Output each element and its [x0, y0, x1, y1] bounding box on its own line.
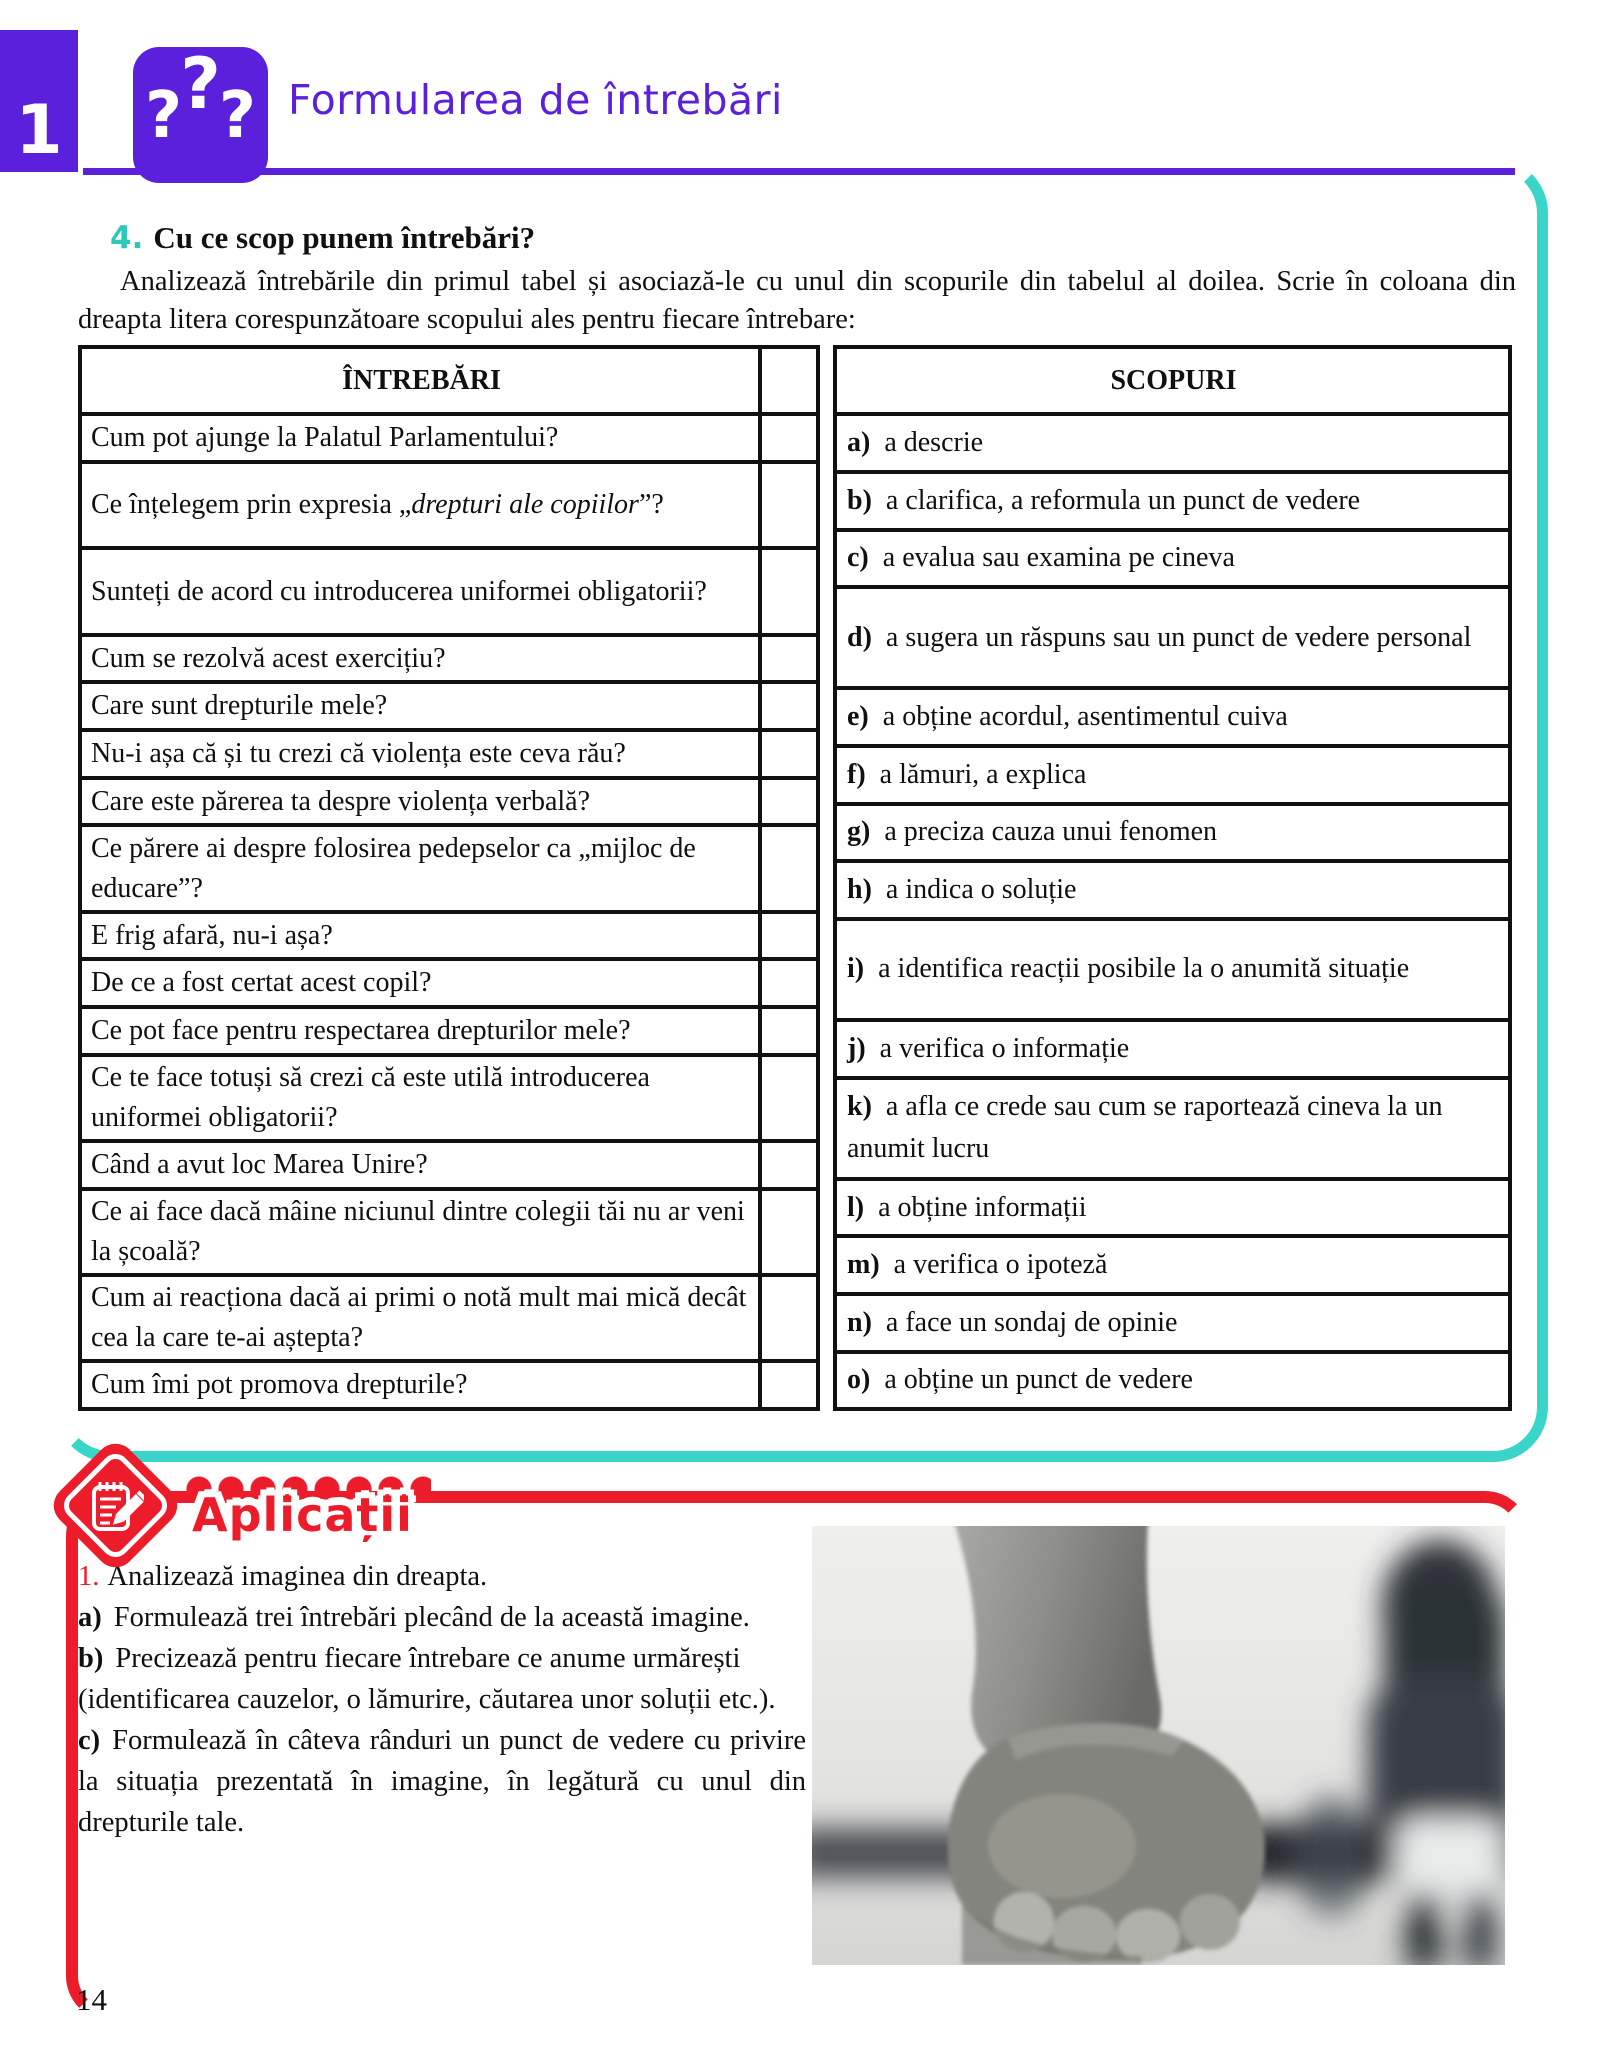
question-text — [82, 961, 758, 1005]
table-row — [82, 728, 816, 776]
purpose-text-span: a evalua sau examina pe cineva — [882, 542, 1235, 574]
purpose-letter: k) — [847, 1091, 872, 1123]
table-row — [82, 1273, 816, 1359]
table-row — [82, 633, 816, 681]
purpose-text-span: a clarifica, a reformula un punct de vedere — [885, 484, 1361, 516]
table-row — [837, 1234, 1508, 1292]
question-text — [82, 684, 758, 728]
purpose-text-span: a sugera un răspuns sau un punct de vedere personal — [885, 621, 1472, 653]
table-row — [837, 470, 1508, 528]
applications-text — [78, 1556, 806, 1843]
purpose-text — [837, 1080, 1508, 1177]
question-text-span: De ce a fost certat acest copil? — [91, 967, 432, 999]
question-text-span: Cum îmi pot promova drepturile? — [91, 1369, 468, 1401]
applications-title: Aplicații — [192, 1488, 413, 1542]
question-text-span: Ce pot face pentru respectarea drepturilor mele? — [91, 1014, 631, 1046]
question-text-span: Care este părerea ta despre violența verbală? — [91, 785, 591, 817]
question-text — [82, 637, 758, 681]
question-italic: drepturi ale copiilor — [411, 489, 639, 521]
table-row — [82, 910, 816, 958]
item-number: 1. — [78, 1561, 100, 1592]
question-text — [82, 1057, 758, 1139]
answer-cell — [758, 914, 816, 958]
purposes-table-header: SCOPURI — [1110, 364, 1237, 396]
purpose-text-span: a identifica reacții posibile la o anumită situație — [878, 953, 1410, 985]
question-text-span: Ce părere ai despre folosirea pedepselor ca „mijloc de educare”? — [91, 832, 696, 904]
table-row — [82, 412, 816, 460]
answer-cell — [758, 416, 816, 460]
section-number: 4. — [110, 220, 144, 256]
table-row — [82, 1359, 816, 1407]
purpose-text — [837, 416, 1508, 470]
purpose-text-span: a obține informații — [878, 1191, 1087, 1223]
answer-cell — [758, 732, 816, 776]
question-text — [82, 732, 758, 776]
table-row — [837, 802, 1508, 860]
table-row — [82, 546, 816, 632]
question-text-span — [91, 485, 664, 525]
purpose-text-span: a afla ce crede sau cum se raportează cineva la un anumit lucru — [847, 1091, 1443, 1165]
purpose-text — [837, 1022, 1508, 1076]
answer-cell — [758, 1009, 816, 1053]
question-text — [82, 416, 758, 460]
purpose-text — [837, 806, 1508, 860]
table-row — [82, 680, 816, 728]
subitem-letter: a) — [78, 1602, 102, 1633]
purpose-text — [837, 863, 1508, 917]
table-row — [837, 744, 1508, 802]
applications-item — [78, 1556, 806, 1597]
subitem-text: Formulează trei întrebări plecând de la această imagine. — [113, 1602, 750, 1633]
purpose-text-span: a obține un punct de vedere — [884, 1364, 1193, 1396]
table-row — [82, 1187, 816, 1273]
table-row — [837, 585, 1508, 686]
purpose-letter: b) — [847, 484, 872, 516]
table-row — [82, 823, 816, 909]
question-text — [82, 1363, 758, 1407]
purpose-letter: l) — [847, 1191, 865, 1223]
table-row — [837, 1292, 1508, 1350]
table-row — [837, 1177, 1508, 1235]
answer-cell — [758, 464, 816, 546]
table-row — [82, 1053, 816, 1139]
table-row — [837, 859, 1508, 917]
question-suffix: ”? — [638, 489, 664, 521]
answer-cell — [758, 550, 816, 632]
applications-subitem-c — [78, 1720, 806, 1843]
subitem-letter: b) — [78, 1643, 104, 1674]
answer-cell — [758, 637, 816, 681]
question-prefix: Ce înțelegem prin expresia „ — [91, 489, 412, 521]
purpose-text — [837, 748, 1508, 802]
unit-number-badge: 1 — [0, 30, 78, 172]
purpose-letter: d) — [847, 621, 872, 653]
answer-cell — [758, 1191, 816, 1273]
purpose-letter: i) — [847, 953, 865, 985]
answer-cell — [758, 1143, 816, 1187]
question-text-span: Când a avut loc Marea Unire? — [91, 1148, 428, 1180]
purpose-letter: a) — [847, 427, 871, 459]
question-text-span: Cum se rezolvă acest exercițiu? — [91, 642, 446, 674]
question-text-span: E frig afară, nu-i așa? — [91, 919, 333, 951]
question-mark-glyph: ? — [218, 79, 256, 153]
section-intro: Analizează întrebările din primul tabel și asociază-le cu unul din scopurile din tabelul al doilea. Scrie în coloana din dreapta litera corespunzătoare scopului ales pentru fiecare întrebare: — [78, 266, 1516, 335]
question-text — [82, 914, 758, 958]
question-text-span: Care sunt drepturile mele? — [91, 690, 388, 722]
subitem-letter: c) — [78, 1725, 101, 1756]
page-number: 14 — [76, 1982, 107, 2017]
table-row — [837, 1018, 1508, 1076]
purposes-table — [833, 345, 1512, 1411]
purpose-letter: c) — [847, 542, 869, 574]
question-text — [82, 1277, 758, 1359]
answer-cell — [758, 780, 816, 824]
question-text — [82, 1191, 758, 1273]
table-row — [837, 1076, 1508, 1177]
question-text — [82, 550, 758, 632]
table-row — [82, 460, 816, 546]
question-text — [82, 1009, 758, 1053]
table-row — [837, 412, 1508, 470]
purpose-text — [837, 1354, 1508, 1408]
purpose-text — [837, 1181, 1508, 1235]
answer-header-cell — [758, 349, 816, 412]
subitem-text: Formulează în câteva rânduri un punct de vedere cu privire la situația prezentată în imagine, în legătură cu unul din drepturile tale. — [78, 1725, 806, 1838]
purpose-text-span: a verifica o informație — [879, 1032, 1130, 1064]
question-text — [82, 780, 758, 824]
question-text-span: Ce te face totuși să crezi că este utilă introducerea uniformei obligatorii? — [91, 1061, 650, 1133]
purpose-text — [837, 921, 1508, 1018]
purpose-letter: n) — [847, 1306, 872, 1338]
purpose-letter: f) — [847, 758, 866, 790]
purpose-text-span: a verifica o ipoteză — [893, 1249, 1108, 1281]
table-row — [837, 917, 1508, 1018]
question-text-span: Cum ai reacționa dacă ai primi o notă mult mai mică decât cea la care te-ai aștepta? — [91, 1282, 747, 1354]
answer-cell — [758, 1277, 816, 1359]
purpose-text-span: a indica o soluție — [885, 873, 1077, 905]
table-row — [837, 528, 1508, 586]
table-row — [82, 1005, 816, 1053]
purpose-text-span: a face un sondaj de opinie — [885, 1306, 1178, 1338]
answer-cell — [758, 1057, 816, 1139]
answer-cell — [758, 961, 816, 1005]
question-text — [82, 827, 758, 909]
question-text — [82, 464, 758, 546]
question-mark-glyph: ? — [180, 43, 221, 125]
table-row — [82, 1139, 816, 1187]
question-text-span: Nu-i așa că și tu crezi că violența este ceva rău? — [91, 737, 626, 769]
purpose-text-span: a lămuri, a explica — [879, 758, 1087, 790]
purpose-text-span: a descrie — [884, 427, 984, 459]
questions-table-header-row — [82, 349, 816, 412]
table-row — [82, 957, 816, 1005]
question-text-span: Cum pot ajunge la Palatul Parlamentului? — [91, 422, 559, 454]
purpose-text-span: a preciza cauza unui fenomen — [884, 816, 1218, 848]
question-text-span: Sunteți de acord cu introducerea uniformei obligatorii? — [91, 575, 707, 607]
answer-cell — [758, 1363, 816, 1407]
chapter-title: Formularea de întrebări — [288, 76, 783, 124]
purposes-table-header-row — [837, 349, 1508, 412]
subitem-text: Precizează pentru fiecare întrebare ce anume urmărești (identificarea cauzelor, o lămurire, căutarea unor soluții etc.). — [78, 1643, 776, 1715]
table-row — [837, 686, 1508, 744]
table-row — [837, 1350, 1508, 1408]
questions-table-header: ÎNTREBĂRI — [342, 364, 501, 396]
purpose-letter: h) — [847, 873, 872, 905]
purpose-text — [837, 532, 1508, 586]
purpose-text — [837, 1238, 1508, 1292]
purpose-letter: m) — [847, 1249, 880, 1281]
violence-photo — [812, 1526, 1505, 1965]
purpose-letter: o) — [847, 1364, 871, 1396]
answer-cell — [758, 827, 816, 909]
purpose-text — [837, 589, 1508, 686]
questions-table — [78, 345, 820, 1411]
purpose-letter: e) — [847, 701, 869, 733]
question-text-span: Ce ai face dacă mâine niciunul dintre colegii tăi nu ar veni la școală? — [91, 1195, 745, 1267]
purpose-text — [837, 690, 1508, 744]
question-mark-glyph: ? — [145, 79, 183, 153]
purpose-letter: j) — [847, 1032, 866, 1064]
section-title: Cu ce scop punem întrebări? — [153, 220, 536, 255]
applications-subitem-b — [78, 1638, 806, 1720]
table-row — [82, 776, 816, 824]
purpose-text-span: a obține acordul, asentimentul cuiva — [882, 701, 1288, 733]
answer-cell — [758, 684, 816, 728]
question-text — [82, 1143, 758, 1187]
notepad-pencil-icon — [88, 1478, 144, 1534]
item-text: Analizează imaginea din dreapta. — [107, 1561, 488, 1592]
purpose-letter: g) — [847, 816, 871, 848]
purpose-text — [837, 474, 1508, 528]
purpose-text — [837, 1296, 1508, 1350]
applications-subitem-a — [78, 1597, 806, 1638]
section-heading — [110, 220, 535, 256]
